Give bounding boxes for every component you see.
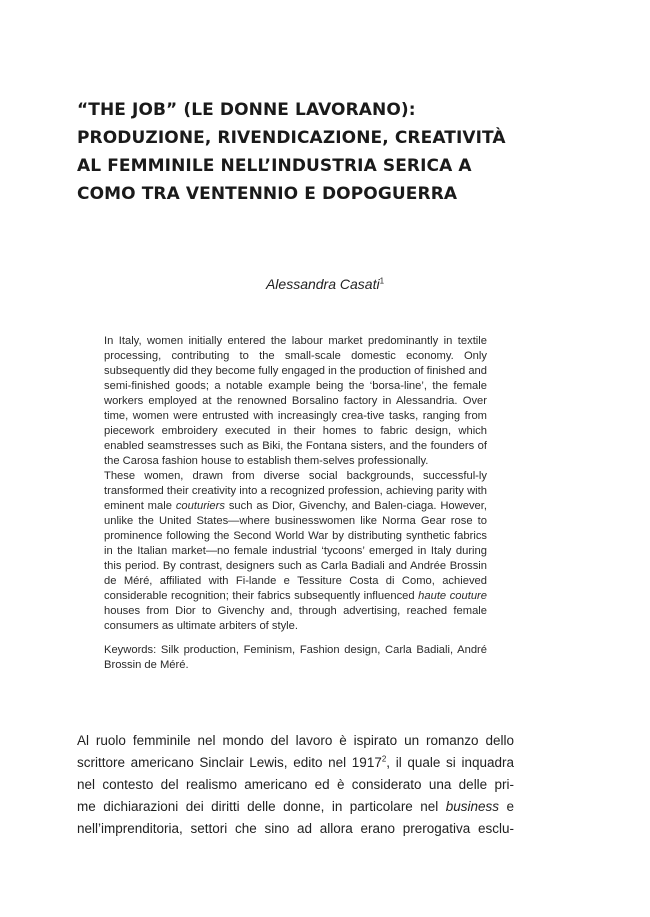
abstract-paragraph-2 — [104, 469, 487, 634]
abstract-italic: couturiers — [175, 500, 225, 512]
abstract-text: such as Dior, Givenchy, and Balen-ciaga. However, unlike the United States—where businesswomen like Norma Gear rose to prominence following the Second World War by distributing synthetic fabrics in the Italian market—no female industrial ‘tycoons’ emerged in Italy during this period. By contrast, designers such as Carla Badiali and Andrée Brossin de Méré, affiliated with Fi-lande e Tessiture Costa di Como, achieved considerable recognition; their fabrics subsequently influenced — [104, 500, 487, 602]
abstract — [104, 334, 487, 673]
keywords: Keywords: Silk production, Feminism, Fashion design, Carla Badiali, André Brossin de Méré. — [104, 644, 487, 671]
body-line — [77, 796, 514, 818]
footnote-marker[interactable]: 2 — [381, 754, 387, 764]
title-line: AL FEMMINILE NELL’INDUSTRIA SERICA A — [77, 156, 472, 176]
body-text-span: e — [499, 799, 515, 814]
abstract-paragraph-1: In Italy, women initially entered the labour market predominantly in textile processing, contributing to the small-scale domestic economy. Only subsequently did they become fully engaged in the production of finished and semi-finished goods; a notable example being the ‘borsa-line’, the female workers employed at the renowned Borsalino factory in Alessandria. Over time, women were entrusted with increasingly crea-tive tasks, ranging from piecework embroidery executed in their homes to fabric design, which enabled seamstresses such as Biki, the Fontana sisters, and the founders of the Carosa fashion house to establish them-selves professionally. — [104, 335, 487, 467]
body-text — [77, 730, 514, 840]
body-text-span: scrittore americano Sinclair Lewis, edito nel 1917 — [77, 755, 382, 770]
title-line: PRODUZIONE, RIVENDICAZIONE, CREATIVITÀ — [77, 128, 506, 148]
abstract-text: houses from Dior to Givenchy and, through advertising, reached female consumers as ultimate arbiters of style. — [104, 605, 487, 632]
body-italic: business — [445, 799, 500, 814]
author-name: Alessandra Casati — [265, 276, 380, 292]
author-line — [0, 276, 650, 292]
body-line: Al ruolo femminile nel mondo del lavoro è ispirato un romanzo dello — [77, 733, 514, 748]
author-footnote-marker[interactable]: 1 — [379, 276, 385, 286]
abstract-italic: haute couture — [418, 590, 488, 602]
title-line: COMO TRA VENTENNIO E DOPOGUERRA — [77, 184, 458, 204]
body-line: nel contesto del realismo americano ed è considerato una delle pri- — [77, 777, 514, 792]
article-title — [77, 96, 547, 208]
body-text-span: , il quale si inquadra — [386, 755, 514, 770]
body-line — [77, 752, 514, 774]
body-text-span: me dichiarazioni dei diritti delle donne, in particolare nel — [77, 799, 446, 814]
body-line: nell’imprenditoria, settori che sino ad allora erano prerogativa esclu- — [77, 821, 514, 836]
title-line: “THE JOB” (LE DONNE LAVORANO): — [77, 100, 416, 120]
abstract-text: These women, drawn from diverse social backgrounds, successful-ly transformed their creativity into a recognized profession, achieving parity with eminent male — [104, 470, 487, 512]
